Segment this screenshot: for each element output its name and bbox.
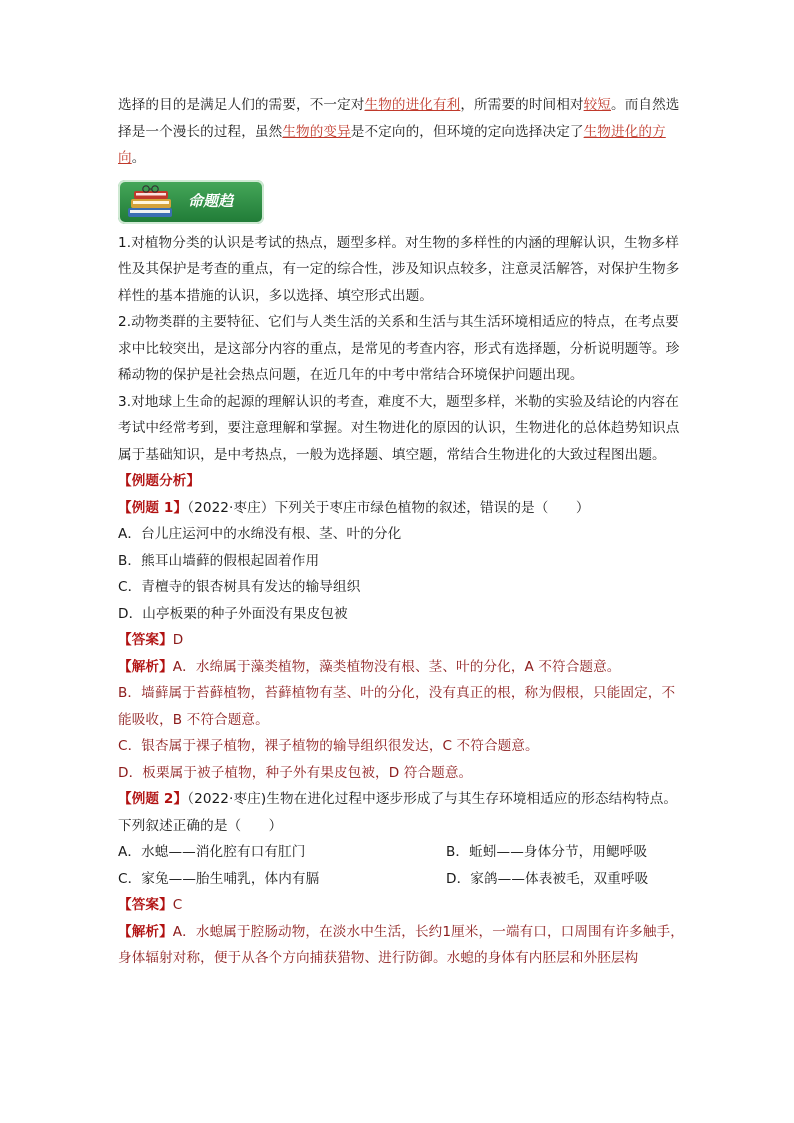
option: A．水螅——消化腔有口有肛门: [118, 844, 306, 860]
question-2-stem: [118, 786, 684, 839]
analysis-text: A．水螅属于腔肠动物，在淡水中生活，长约1厘米，一端有口，口周围有许多触手，身体辐射对称，便于从各个方向捕获猎物、进行防御。水螅的身体有内胚层和外胚层构: [118, 923, 684, 966]
books-icon: [124, 184, 180, 222]
intro-text: 选择的目的是满足人们的需要，不一定对: [118, 97, 365, 113]
option: A．台儿庄运河中的水绵没有根、茎、叶的分化: [118, 526, 402, 542]
option: C．青檀寺的银杏树具有发达的输导组织: [118, 579, 361, 595]
analysis-text: C．银杏属于裸子植物，裸子植物的输导组织很发达，C 不符合题意。: [118, 738, 539, 754]
intro-text: 。: [131, 150, 146, 166]
trend-item: 3.对地球上生命的起源的理解认识的考查，难度不大，题型多样，米勒的实验及结论的内容在考试中经常考到，要注意理解和掌握。对生物进化的原因的认识，生物进化的总体趋势知识点属于基础知识，是中考热点，一般为选择题、填空题，常结合生物进化的大致过程图出题。: [118, 393, 680, 463]
option-row: [118, 866, 684, 893]
document-body: [118, 92, 684, 972]
key-term: 生物的进化有利: [364, 97, 461, 113]
option: D．山亭板栗的种子外面没有果皮包被: [118, 605, 348, 622]
analysis-text: B．墙藓属于苔藓植物，苔藓植物有茎、叶的分化，没有真正的根，称为假根，只能固定，不能吸收，B 不符合题意。: [118, 685, 676, 728]
trend-item: 1.对植物分类的认识是考试的热点，题型多样。对生物的多样性的内涵的理解认识，生物多样性及其保护是考查的重点，有一定的综合性，涉及知识点较多，注意灵活解答，对保护生物多样性的基本措施的认识，多以选择、填空形式出题。: [118, 234, 680, 304]
section-title: 【例题分析】: [118, 473, 201, 489]
answer-line: [118, 892, 684, 919]
analysis-line: [118, 654, 684, 681]
question-label: 【例题 1】: [118, 499, 188, 516]
trend-item: 2.动物类群的主要特征、它们与人类生活的关系和生活与其生活环境相适应的特点，在考点要求中比较突出，是这部分内容的重点，是常见的考查内容，形式有选择题，分析说明题等。珍稀动物的保护是社会热点问题，在近几年的中考中常结合环境保护问题出现。: [118, 314, 680, 383]
analysis-text: A．水绵属于藻类植物，藻类植物没有根、茎、叶的分化，A 不符合题意。: [172, 658, 621, 675]
answer-label: 【答案】: [118, 897, 173, 913]
question-1-stem: [118, 495, 684, 522]
question-text: （2022·枣庄)生物在进化过程中逐步形成了与其生存环境相适应的形态结构特点。下列叙述正确的是（ ）: [118, 791, 678, 834]
analysis-line: [118, 919, 684, 972]
intro-text: ，所需要的时间相对: [460, 97, 584, 113]
option: B．熊耳山墙藓的假根起固着作用: [118, 552, 320, 569]
option-row: [118, 839, 684, 866]
answer-value: D: [172, 632, 184, 648]
option: C．家兔——胎生哺乳，体内有膈: [118, 870, 320, 887]
intro-text: 是不定向的，但环境的定向选择决定了: [350, 123, 584, 140]
intro-paragraph: [118, 92, 684, 172]
analysis-label: 【解析】: [118, 923, 173, 940]
option: B．蚯蚓——身体分节，用鳃呼吸: [446, 844, 648, 860]
option: D．家鸽——体表被毛，双重呼吸: [446, 870, 649, 887]
key-term: 生物的变异: [282, 123, 351, 140]
answer-label: 【答案】: [118, 632, 173, 648]
badge-label: 命题趋: [188, 191, 234, 210]
answer-line: [118, 627, 684, 654]
answer-value: C: [172, 897, 183, 913]
section-badge: [118, 180, 264, 224]
question-text: （2022·枣庄）下列关于枣庄市绿色植物的叙述，错误的是（ ）: [187, 499, 590, 516]
key-term: 生物进化的方向: [118, 123, 666, 166]
intro-text: 。而自然选择是一个漫长的过程，虽然: [118, 97, 680, 140]
analysis-text: D．板栗属于被子植物，种子外有果皮包被，D 符合题意。: [118, 764, 473, 781]
key-term: 较短: [583, 97, 611, 113]
analysis-label: 【解析】: [118, 658, 173, 675]
question-label: 【例题 2】: [118, 791, 188, 807]
